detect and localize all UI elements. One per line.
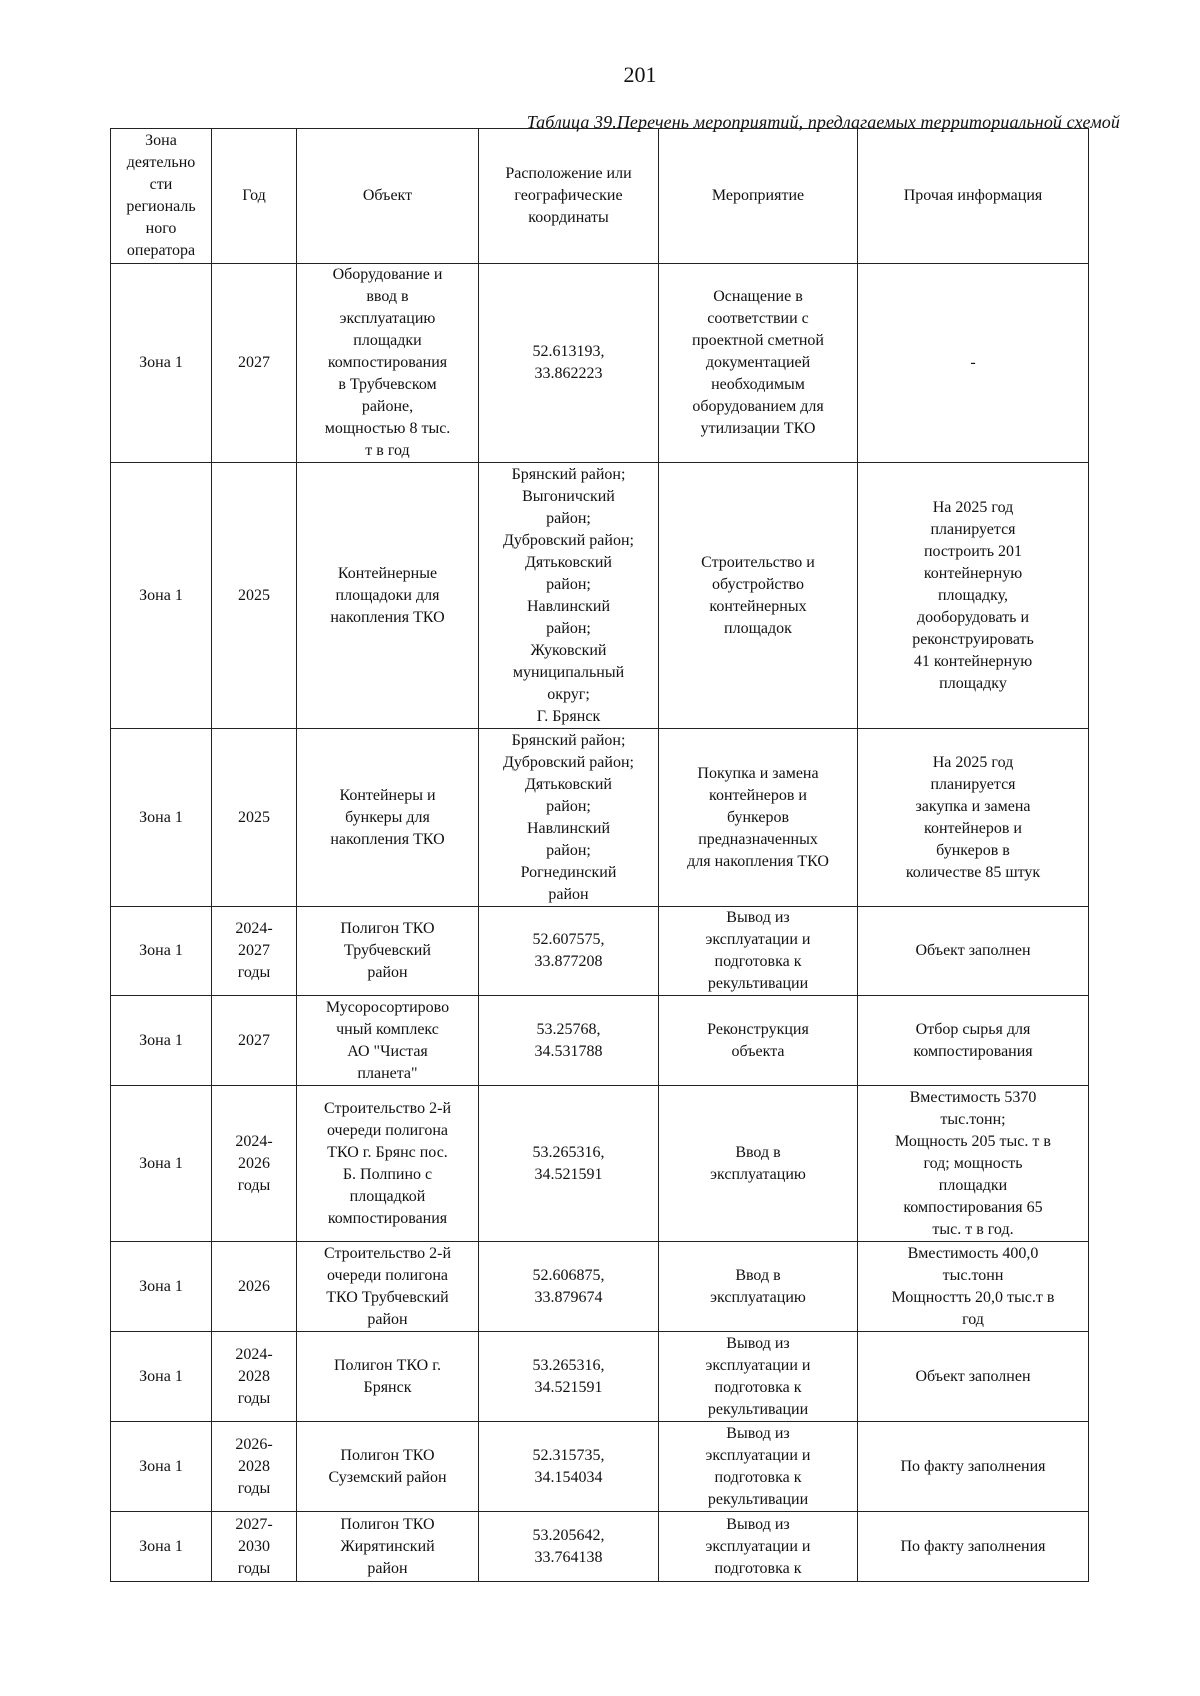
table-row <box>111 264 1089 463</box>
cell-year: 2024- 2028 годы <box>212 1332 297 1422</box>
cell-year: 2024- 2026 годы <box>212 1086 297 1242</box>
table-caption: Таблица 39.Перечень мероприятий, предлагаемых территориальной схемой <box>526 112 1120 132</box>
table-row <box>111 1422 1089 1512</box>
cell-year: 2026 <box>212 1242 297 1332</box>
cell-year: 2025 <box>212 729 297 907</box>
cell-object: Полигон ТКО Жирятинский район <box>297 1512 479 1582</box>
cell-zone: Зона 1 <box>111 907 212 996</box>
cell-info: Объект заполнен <box>858 907 1089 996</box>
cell-action: Строительство и обустройство контейнерных площадок <box>659 463 858 729</box>
cell-action: Покупка и замена контейнеров и бункеров предназначенных для накопления ТКО <box>659 729 858 907</box>
cell-action: Ввод в эксплуатацию <box>659 1086 858 1242</box>
cell-action: Оснащение в соответствии с проектной сметной документацией необходимым оборудованием для утилизации ТКО <box>659 264 858 463</box>
table-header-row <box>111 129 1089 264</box>
cell-object: Оборудование и ввод в эксплуатацию площадки компостирования в Трубчевском районе, мощностью 8 тыс. т в год <box>297 264 479 463</box>
cell-zone: Зона 1 <box>111 1086 212 1242</box>
table-row <box>111 463 1089 729</box>
table-row <box>111 1242 1089 1332</box>
cell-zone: Зона 1 <box>111 1422 212 1512</box>
cell-year: 2024- 2027 годы <box>212 907 297 996</box>
cell-location: 52.315735, 34.154034 <box>479 1422 659 1512</box>
cell-zone: Зона 1 <box>111 1332 212 1422</box>
cell-info: По факту заполнения <box>858 1422 1089 1512</box>
cell-location: Брянский район; Выгоничский район; Дубровский район; Дятьковский район; Навлинский район; Жуковский муниципальный округ; Г. Брянск <box>479 463 659 729</box>
cell-year: 2026- 2028 годы <box>212 1422 297 1512</box>
cell-action: Реконструкция объекта <box>659 996 858 1086</box>
cell-info: Объект заполнен <box>858 1332 1089 1422</box>
cell-object: Строительство 2-й очереди полигона ТКО Трубчевский район <box>297 1242 479 1332</box>
table-row <box>111 1512 1089 1582</box>
cell-zone: Зона 1 <box>111 1512 212 1582</box>
measures-table <box>110 128 1089 1582</box>
cell-object: Контейнеры и бункеры для накопления ТКО <box>297 729 479 907</box>
cell-info: - <box>858 264 1089 463</box>
cell-year: 2025 <box>212 463 297 729</box>
cell-location: 53.265316, 34.521591 <box>479 1086 659 1242</box>
cell-object: Полигон ТКО Трубчевский район <box>297 907 479 996</box>
header-object: Объект <box>297 129 479 264</box>
cell-zone: Зона 1 <box>111 996 212 1086</box>
cell-info: На 2025 год планируется построить 201 контейнерную площадку, дооборудовать и реконструировать 41 контейнерную площадку <box>858 463 1089 729</box>
header-action: Мероприятие <box>659 129 858 264</box>
header-info: Прочая информация <box>858 129 1089 264</box>
cell-location: 52.607575, 33.877208 <box>479 907 659 996</box>
cell-action: Вывод из эксплуатации и подготовка к <box>659 1512 858 1582</box>
cell-info: На 2025 год планируется закупка и замена контейнеров и бункеров в количестве 85 штук <box>858 729 1089 907</box>
cell-year: 2027 <box>212 996 297 1086</box>
cell-year: 2027 <box>212 264 297 463</box>
cell-location: 52.606875, 33.879674 <box>479 1242 659 1332</box>
header-location: Расположение или географические координаты <box>479 129 659 264</box>
cell-info: Отбор сырья для компостирования <box>858 996 1089 1086</box>
cell-object: Мусоросортирово чный комплекс АО "Чистая планета" <box>297 996 479 1086</box>
table-row <box>111 1332 1089 1422</box>
table-row <box>111 729 1089 907</box>
cell-year: 2027- 2030 годы <box>212 1512 297 1582</box>
cell-action: Вывод из эксплуатации и подготовка к рекультивации <box>659 907 858 996</box>
table-row <box>111 996 1089 1086</box>
cell-object: Строительство 2-й очереди полигона ТКО г. Брянс пос. Б. Полпино с площадкой компостирования <box>297 1086 479 1242</box>
cell-object: Контейнерные площадоки для накопления ТКО <box>297 463 479 729</box>
cell-info: Вместимость 400,0 тыс.тонн Мощностть 20,0 тыс.т в год <box>858 1242 1089 1332</box>
header-year: Год <box>212 129 297 264</box>
cell-zone: Зона 1 <box>111 264 212 463</box>
cell-object: Полигон ТКО Суземский район <box>297 1422 479 1512</box>
table-row <box>111 907 1089 996</box>
cell-location: 53.265316, 34.521591 <box>479 1332 659 1422</box>
cell-action: Вывод из эксплуатации и подготовка к рекультивации <box>659 1332 858 1422</box>
cell-location: 52.613193, 33.862223 <box>479 264 659 463</box>
cell-zone: Зона 1 <box>111 463 212 729</box>
cell-action: Ввод в эксплуатацию <box>659 1242 858 1332</box>
cell-zone: Зона 1 <box>111 1242 212 1332</box>
cell-object: Полигон ТКО г. Брянск <box>297 1332 479 1422</box>
table-row <box>111 1086 1089 1242</box>
cell-location: Брянский район; Дубровский район; Дятьковский район; Навлинский район; Рогнединский район <box>479 729 659 907</box>
cell-info: По факту заполнения <box>858 1512 1089 1582</box>
page-number: 201 <box>623 62 657 87</box>
cell-action: Вывод из эксплуатации и подготовка к рекультивации <box>659 1422 858 1512</box>
cell-info: Вместимость 5370 тыс.тонн; Мощность 205 тыс. т в год; мощность площадки компостирования 65 тыс. т в год. <box>858 1086 1089 1242</box>
cell-location: 53.205642, 33.764138 <box>479 1512 659 1582</box>
cell-location: 53.25768, 34.531788 <box>479 996 659 1086</box>
header-zone: Зона деятельно сти региональ ного оператора <box>111 129 212 264</box>
cell-zone: Зона 1 <box>111 729 212 907</box>
